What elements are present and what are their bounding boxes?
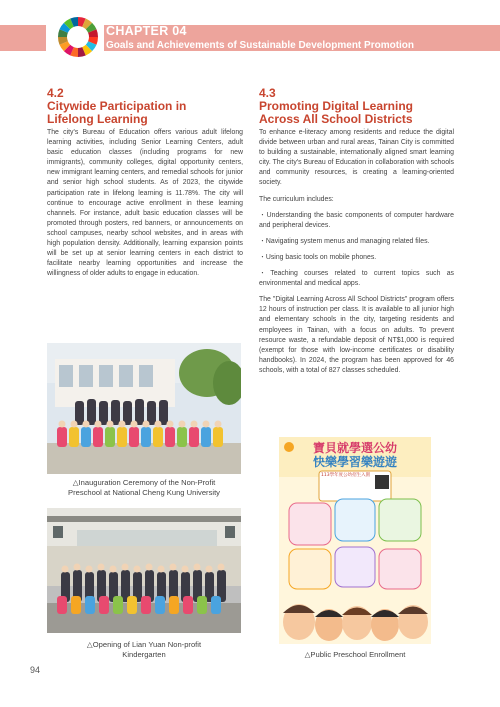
- bullet-item: ・Teaching courses related to current topics such as environmental and medical apps.: [259, 270, 454, 288]
- bullet-item: ・Navigating system menus and managing related files.: [259, 237, 430, 245]
- section-4-2: [47, 86, 243, 285]
- photo-caption: [47, 640, 241, 660]
- section-title-line2: Lifelong Learning: [47, 112, 148, 126]
- sdg-wheel-icon: [57, 16, 99, 58]
- section-title-line1: Citywide Participation in: [47, 99, 187, 113]
- section-title-line2: Across All School Districts: [259, 112, 413, 126]
- chapter-number: CHAPTER 04: [106, 24, 187, 38]
- chapter-title: Goals and Achievements of Sustainable Development Promotion: [106, 40, 415, 51]
- paragraph: To enhance e-literacy among residents and reduce the digital divide between urban and rural areas, Tainan City is committed to building a sustainable, internationally aligned smart learning city. The city's Bureau of Education in collaboration with schools and community resources, is creating a learning-oriented society.: [259, 129, 454, 187]
- inauguration-ceremony-photo: [47, 343, 241, 474]
- kindergarten-opening-photo: [47, 508, 241, 633]
- section-number: 4.2: [47, 86, 64, 100]
- page-number: 94: [30, 665, 41, 675]
- poster-caption: △Public Preschool Enrollment: [304, 650, 406, 659]
- poster-title-line2: 快樂學習樂遊遊: [312, 455, 397, 469]
- section-body: [259, 128, 454, 376]
- poster-title-line1: 寶貝就學選公幼: [312, 441, 397, 455]
- caption-line1: △Inauguration Ceremony of the Non-Profit: [72, 478, 216, 487]
- bullet-item: ・Understanding the basic components of computer hardware and peripheral devices.: [259, 211, 454, 229]
- paragraph: The curriculum includes:: [259, 195, 334, 203]
- photo-caption: [47, 478, 241, 498]
- paragraph: The city's Bureau of Education offers various adult lifelong learning activities, including Senior Learning Centers, adult basic education classes (including programs for new immigrants), community colleges, digital opportunity centers, new immigrant learning centers, and remedial schools for junior and senior high school students. As of 2023, the citywide participation rate in lifelong learning is 11.78%. The city will continue to encourage active enrollment in these learning channels. For instance, adult basic education classes will be promoted through posters, red banners, or announcements on school campuses, nearby school websites, and in areas with high population density. Additionally, learning expansion points will be set up at senior learning centers in each district to facilitate nearby learning opportunities and increase the willingness of older adults to engage in education.: [47, 129, 243, 278]
- caption-line2: Preschool at National Cheng Kung University: [68, 488, 220, 497]
- header-band-left: [0, 25, 46, 51]
- caption-line2: Kindergarten: [122, 650, 166, 659]
- paragraph: The "Digital Learning Across All School Districts" program offers 12 hours of instruction per class. It is available to all junior high and elementary schools in the city, targeting residents and employees in Tainan, with a focus on adults. To prevent resource waste, a refundable deposit of NT$1,000 is required (exempt for those with low-income certificates or disability handbooks). In 2024, the program has been approved for 46 schools, with a total of 827 classes scheduled.: [259, 296, 454, 374]
- caption-line1: △Opening of Lian Yuan Non-profit: [86, 640, 202, 649]
- section-body: [47, 128, 243, 279]
- poster-subtitle: 113學年度公幼招生入園: [321, 473, 371, 478]
- section-title-line1: Promoting Digital Learning: [259, 99, 414, 113]
- section-4-3: [259, 86, 454, 382]
- bullet-item: ・Using basic tools on mobile phones.: [259, 253, 377, 261]
- preschool-enrollment-poster: [279, 437, 431, 644]
- section-number: 4.3: [259, 86, 276, 100]
